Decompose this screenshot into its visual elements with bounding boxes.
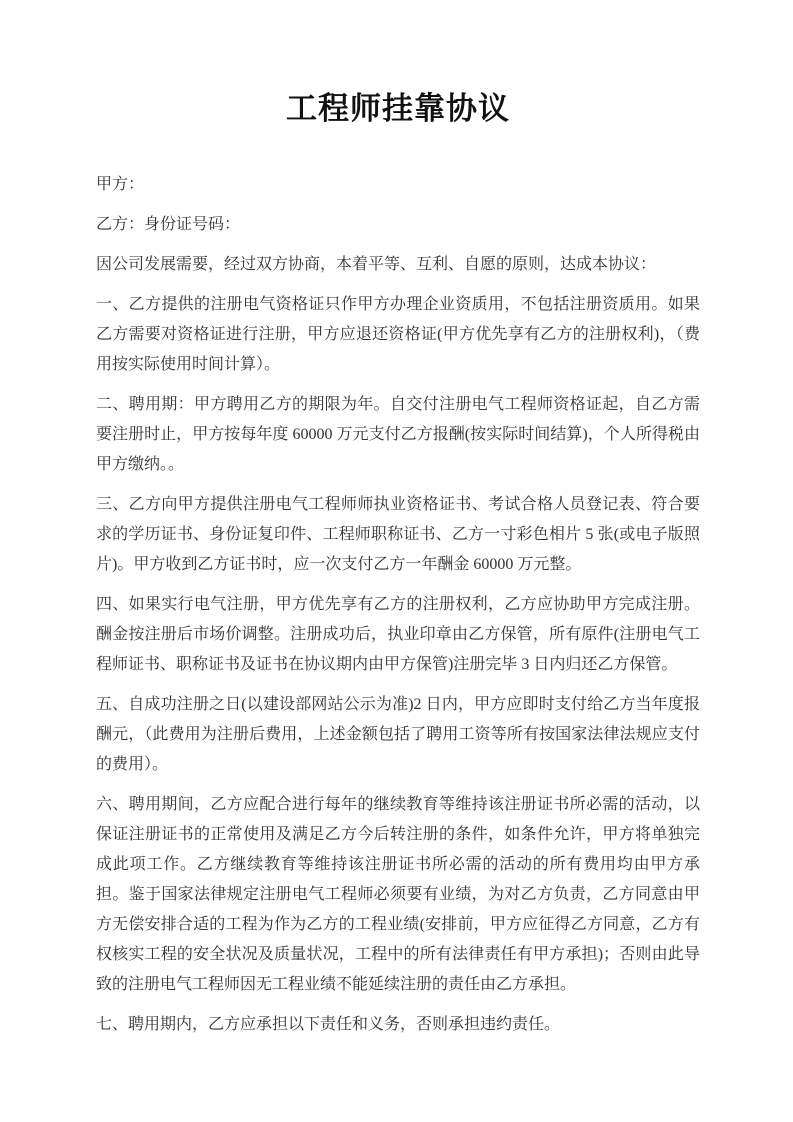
paragraph-clause-7: 七、聘用期内，乙方应承担以下责任和义务，否则承担违约责任。 [96,1016,561,1033]
document-title: 工程师挂靠协议 [286,91,510,126]
paragraph-clause-5: 五、自成功注册之日(以建设部网站公示为准)2 日内，甲方应即时支付给乙方当年度报酬元，（此费用为注册后费用，上述金额包括了聘用工资等所有按国家法律法规应支付的费用）。 [96,696,700,773]
paragraph-clause-4: 四、如果实行电气注册，甲方优先享有乙方的注册权利，乙方应协助甲方完成注册。酬金按注册后市场价调整。注册成功后，执业印章由乙方保管，所有原件(注册电气工程师证书、职称证书及证书在协议期内由甲方保管)注册完毕 3 日内归还乙方保管。 [96,596,700,673]
paragraph-clause-6: 六、聘用期间，乙方应配合进行每年的继续教育等维持该注册证书所必需的活动，以保证注册证书的正常使用及满足乙方今后转注册的条件，如条件允许，甲方将单独完成此项工作。乙方继续教育等维持该注册证书所必需的活动的所有费用均由甲方承担。鉴于国家法律规定注册电气工程师必须要有业绩，为对乙方负责，乙方同意由甲方无偿安排合适的工程为作为乙方的工程业绩(安排前，甲方应征得乙方同意，乙方有权核实工程的安全状况及质量状况，工程中的所有法律责任有甲方承担)；否则由此导致的注册电气工程师因无工程业绩不能延续注册的责任由乙方承担。 [96,796,700,993]
paragraph-party-b: 乙方：身份证号码： [96,216,241,233]
paragraph-preamble: 因公司发展需要，经过双方协商，本着平等、互利、自愿的原则，达成本协议： [96,256,657,273]
paragraph-clause-3: 三、乙方向甲方提供注册电气工程师师执业资格证书、考试合格人员登记表、符合要求的学历证书、身份证复印件、工程师职称证书、乙方一寸彩色相片 5 张(或电子版照片)。甲方收到乙方证书时，应一次支付乙方一年酬金 60000 万元整。 [96,496,700,573]
paragraph-clause-2: 二、聘用期：甲方聘用乙方的期限为年。自交付注册电气工程师资格证起，自乙方需要注册时止，甲方按每年度 60000 万元支付乙方报酬(按实际时间结算)，个人所得税由甲方缴纳。。 [96,396,700,473]
paragraph-clause-1: 一、乙方提供的注册电气资格证只作甲方办理企业资质用，不包括注册资质用。如果乙方需要对资格证进行注册，甲方应退还资格证(甲方优先享有乙方的注册权利)，（费用按实际使用时间计算）。 [96,296,700,373]
paragraph-party-a: 甲方： [96,176,145,193]
